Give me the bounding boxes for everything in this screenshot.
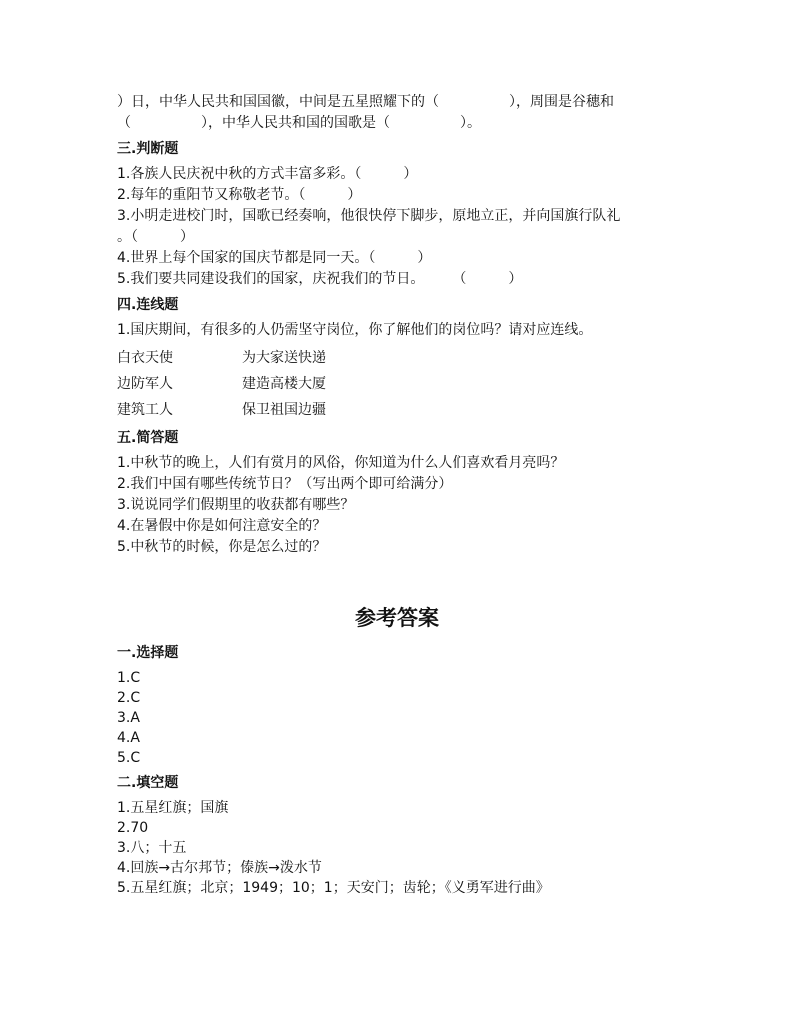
- matching-left-item: 建筑工人: [117, 402, 173, 418]
- matching-row: [117, 345, 677, 371]
- matching-left-item: 白衣天使: [117, 350, 173, 366]
- short-answer-item-4: 4.在暑假中你是如何注意安全的？: [117, 518, 327, 534]
- matching-right-item: 建造高楼大厦: [242, 376, 326, 392]
- matching-row: [117, 397, 677, 423]
- fill-answer-3: 3.八；十五: [117, 840, 187, 856]
- choice-answer-3: 3.A: [117, 710, 140, 726]
- choice-answer-4: 4.A: [117, 730, 140, 746]
- fill-continuation-line-2: （ ），中华人民共和国的国歌是（ ）。: [117, 115, 481, 131]
- section-short-answer: [117, 427, 677, 558]
- true-false-item-3: 3.小明走进校门时，国歌已经奏响，他很快停下脚步，原地立正，并向国旗行队礼: [117, 208, 621, 224]
- choice-answer-5: 5.C: [117, 750, 141, 766]
- answers-heading-fill: 二.填空题: [117, 775, 179, 791]
- worksheet-page: [117, 92, 677, 898]
- fill-continuation: [117, 92, 677, 134]
- choice-answer-2: 2.C: [117, 690, 141, 706]
- section-true-false: [117, 138, 677, 290]
- short-answer-item-1: 1.中秋节的晚上，人们有赏月的风俗，你知道为什么人们喜欢看月亮吗？: [117, 455, 565, 471]
- true-false-item-3-continued: 。（ ）: [117, 229, 194, 245]
- answers-choice: [117, 642, 677, 768]
- fill-answer-5: 5.五星红旗；北京；1949；10；1；天安门；齿轮；《义勇军进行曲》: [117, 880, 550, 896]
- true-false-item-2: 2.每年的重阳节又称敬老节。（ ）: [117, 187, 362, 203]
- answer-key-title: 参考答案: [355, 606, 439, 630]
- true-false-item-4: 4.世界上每个国家的国庆节都是同一天。（ ）: [117, 250, 432, 266]
- short-answer-item-2: 2.我们中国有哪些传统节日？（写出两个即可给满分）: [117, 476, 453, 492]
- short-answer-item-3: 3.说说同学们假期里的收获都有哪些？: [117, 497, 355, 513]
- choice-answer-1: 1.C: [117, 670, 141, 686]
- matching-question: 1.国庆期间，有很多的人仍需坚守岗位，你了解他们的岗位吗？请对应连线。: [117, 322, 593, 338]
- fill-answer-4: 4.回族→古尔邦节；傣族→泼水节: [117, 860, 322, 876]
- matching-left-item: 边防军人: [117, 376, 173, 392]
- matching-right-item: 为大家送快递: [242, 350, 326, 366]
- section-heading-short-answer: 五.简答题: [117, 430, 179, 446]
- fill-continuation-line-1: ）日，中华人民共和国国徽，中间是五星照耀下的（ ），周围是谷穗和: [117, 94, 614, 110]
- short-answer-item-5: 5.中秋节的时候，你是怎么过的？: [117, 539, 327, 555]
- matching-row: [117, 371, 677, 397]
- true-false-item-5: 5.我们要共同建设我们的国家，庆祝我们的节日。 （ ）: [117, 271, 523, 287]
- section-heading-matching: 四.连线题: [117, 297, 179, 313]
- fill-answer-2: 2.70: [117, 820, 149, 836]
- answers-fill: [117, 772, 677, 898]
- fill-answer-1: 1.五星红旗；国旗: [117, 800, 229, 816]
- answers-heading-choice: 一.选择题: [117, 645, 179, 661]
- true-false-item-1: 1.各族人民庆祝中秋的方式丰富多彩。（ ）: [117, 166, 418, 182]
- section-heading-true-false: 三.判断题: [117, 141, 179, 157]
- section-matching: [117, 294, 677, 423]
- matching-right-item: 保卫祖国边疆: [242, 402, 326, 418]
